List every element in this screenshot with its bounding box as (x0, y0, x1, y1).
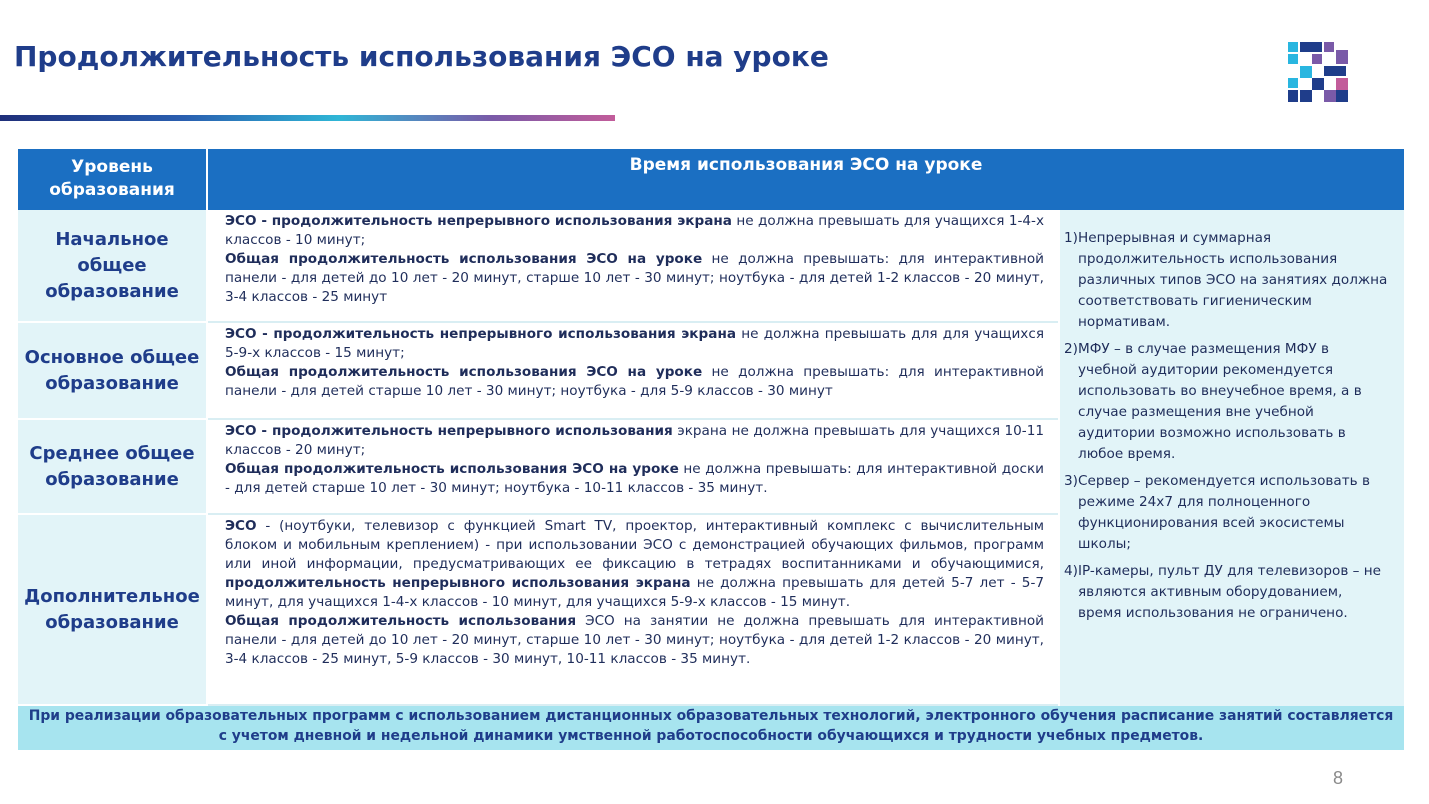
desc-primary-p1-text: не должна превышать для учащихся 1-4-х классов - 10 минут; (225, 213, 1044, 248)
desc-primary-p2-text: не должна превышать: для интерактивной панели - для детей до 10 лет - 20 минут, старше 10 лет - 30 минут; ноутбука - для детей 1-2 классов - 20 минут, 3-4 классов - 25 минут (225, 251, 1044, 305)
level-additional: Дополнительное образование (18, 515, 208, 706)
note-item (1064, 228, 1390, 333)
desc-primary-p1-bold: ЭСО - продолжительность непрерывного использования экрана (225, 213, 732, 229)
desc-additional-p1-bold: ЭСО (225, 518, 257, 534)
desc-additional-p2-bold: Общая продолжительность использования (225, 613, 577, 629)
desc-secondary (208, 420, 1058, 515)
desc-secondary-p2-bold: Общая продолжительность использования ЭСО на уроке (225, 461, 679, 477)
desc-secondary-p1-bold: ЭСО - продолжительность непрерывного использования (225, 423, 673, 439)
note-text: МФУ – в случае размещения МФУ в учебной аудитории рекомендуется использовать во внеучебное время, а в случае размещения вне учебной аудитории возможно использовать в любое время. (1078, 341, 1362, 462)
note-item (1064, 339, 1390, 465)
level-basic: Основное общее образование (18, 323, 208, 420)
eso-usage-table (18, 149, 1404, 750)
note-number: 1) (1064, 230, 1078, 246)
note-item (1064, 471, 1390, 555)
desc-additional-p1-text: не должна превышать для детей 5-7 лет - 5-7 минут, для учащихся 1-4-х классов - 10 минут, для учащихся 5-9-х классов - 15 минут. (225, 575, 1044, 610)
level-primary: Начальное общее образование (18, 210, 208, 323)
note-text: Сервер – рекомендуется использовать в режиме 24х7 для полноценного функционирования всей экосистемы школы; (1078, 473, 1371, 552)
desc-basic (208, 323, 1058, 420)
note-item (1064, 561, 1390, 624)
desc-basic-p1-text: не должна превышать для для учащихся 5-9-х классов - 15 минут; (225, 326, 1045, 361)
note-text: Непрерывная и суммарная продолжительность использования различных типов ЭСО на занятиях должна соответствовать гигиеническим нормативам. (1078, 230, 1388, 330)
table-footer-note: При реализации образовательных программ с использованием дистанционных образовательных технологий, электронного обучения расписание занятий составляется с учетом дневной и недельной динамики умственной работоспособности обучающихся и трудности учебных предметов. (18, 706, 1404, 750)
note-number: 4) (1064, 563, 1078, 579)
table-header (18, 149, 1404, 210)
desc-additional-p1-bold2: продолжительность непрерывного использования экрана (225, 575, 691, 591)
note-text: IP-камеры, пульт ДУ для телевизоров – не являются активным оборудованием, время использования не ограничено. (1078, 563, 1382, 621)
desc-secondary-p1-text: экрана не должна превышать для учащихся 10-11 классов - 20 минут; (225, 423, 1044, 458)
desc-basic-p2-bold: Общая продолжительность использования ЭСО на уроке (225, 364, 703, 380)
header-level: Уровень образования (18, 149, 208, 210)
table-body (18, 210, 1404, 706)
level-column (18, 210, 208, 706)
page-number: 8 (1333, 768, 1344, 788)
notes-column (1058, 210, 1404, 706)
page-title: Продолжительность использования ЭСО на уроке (14, 40, 829, 73)
desc-secondary-p2-text: не должна превышать: для интерактивной доски - для детей старше 10 лет - 30 минут; ноутбука - 10-11 классов - 35 минут. (225, 461, 1044, 496)
desc-additional-p1-mid: - (ноутбуки, телевизор с функцией Smart TV, проектор, интерактивный комплекс с вычислительным блоком и мобильным креплением) - при использовании ЭСО с демонстрацией обучающих фильмов, программ или иной информации, предусматривающих ее фиксацию в тетрадях воспитанниками и обучающимися, (225, 518, 1044, 572)
note-number: 3) (1064, 473, 1078, 489)
time-column (208, 210, 1058, 706)
desc-additional-p2-text: ЭСО на занятии не должна превышать для интерактивной панели - для детей до 10 лет - 20 минут, старше 10 лет - 30 минут; ноутбука - для детей 1-2 классов - 20 минут, 3-4 классов - 25 минут, 5-9 классов - 30 минут, 10-11 классов - 35 минут. (225, 613, 1044, 667)
desc-basic-p2-text: не должна превышать: для интерактивной панели - для детей старше 10 лет - 30 минут; ноутбука - для 5-9 классов - 30 минут (225, 364, 1044, 399)
note-number: 2) (1064, 341, 1078, 357)
level-secondary: Среднее общее образование (18, 420, 208, 515)
desc-additional (208, 515, 1058, 706)
title-underline (0, 115, 615, 121)
desc-basic-p1-bold: ЭСО - продолжительность непрерывного использования экрана (225, 326, 737, 342)
desc-primary-p2-bold: Общая продолжительность использования ЭСО на уроке (225, 251, 703, 267)
header-time: Время использования ЭСО на уроке (208, 149, 1404, 210)
desc-primary (208, 210, 1058, 323)
pixel-mosaic-logo-icon (1286, 40, 1352, 106)
